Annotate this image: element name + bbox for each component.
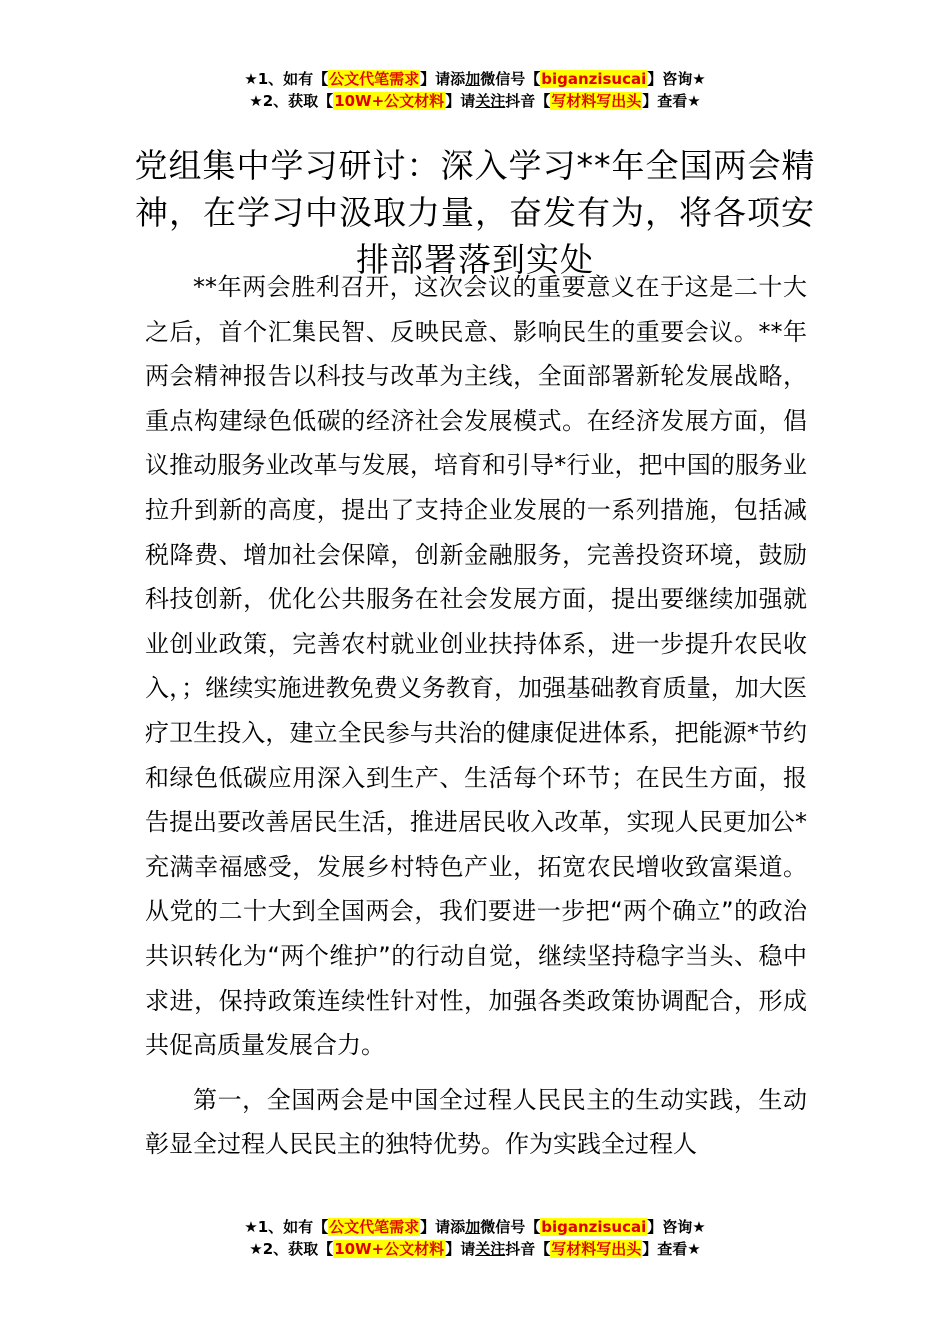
banner-highlight: 公文代笔需求 [329,1218,420,1236]
banner-highlight: 公文代笔需求 [329,70,420,88]
banner-text: 抖音【 [505,92,551,110]
banner-line-2 [0,1238,950,1260]
banner-text: 抖音【 [505,1240,551,1258]
paragraph: 第一，全国两会是中国全过程人民民主的生动实践，生动彰显全过程人民民主的独特优势。作为实践全过程人 [145,1085,807,1159]
banner-highlight: 10W+公文材料 [334,92,445,110]
banner-text: ★1、如有【 [244,1218,329,1236]
banner-text: 关注 [475,1240,506,1258]
document-title: 党组集中学习研讨：深入学习**年全国两会精神，在学习中汲取力量，奋发有为，将各项安排部署落到实处 [134,146,816,280]
header-banner [0,68,950,112]
banner-line-1 [0,68,950,90]
banner-text: 关注 [475,92,506,110]
banner-douyin-name: 写材料写出头 [551,92,642,110]
banner-text: ★2、获取【 [249,92,334,110]
banner-highlight: 10W+公文材料 [334,1240,445,1258]
banner-wechat-id: biganzisucai [541,70,647,88]
paragraph: **年两会胜利召开，这次会议的重要意义在于这是二十大之后，首个汇集民智、反映民意、影响民生的重要会议。**年两会精神报告以科技与改革为主线，全面部署新轮发展战略，重点构建绿色低碳的经济社会发展模式。在经济发展方面，倡议推动服务业改革与发展，培育和引导*行业，把中国的服务业拉升到新的高度，提出了支持企业发展的一系列措施，包括减税降费、增加社会保障，创新金融服务，完善投资环境，鼓励科技创新，优化公共服务在社会发展方面，提出要继续加强就业创业政策，完善农村就业创业扶持体系，进一步提升农民收入，；继续实施进教免费义务教育，加强基础教育质量，加大医疗卫生投入，建立全民参与共治的健康促进体系，把能源*节约和绿色低碳应用深入到生产、生活每个环节；在民生方面，报告提出要改善居民生活，推进居民收入改革，实现人民更加公*充满幸福感受，发展乡村特色产业，拓宽农民增收致富渠道。从党的二十大到全国两会，我们要进一步把“两个确立”的政治共识转化为“两个维护”的行动自觉，继续坚持稳字当头、稳中求进，保持政策连续性针对性，加强各类政策协调配合，形成共促高质量发展合力。 [145,273,807,1060]
banner-text: 】咨询★ [647,70,706,88]
banner-line-1 [0,1216,950,1238]
banner-text: ★2、获取【 [249,1240,334,1258]
banner-text: 加 [465,1218,481,1236]
banner-text: 】请 [445,1240,476,1258]
banner-douyin-name: 写材料写出头 [551,1240,642,1258]
banner-line-2 [0,90,950,112]
banner-wechat-id: biganzisucai [541,1218,647,1236]
banner-text: 】查看★ [642,1240,701,1258]
banner-text: 】查看★ [642,92,701,110]
footer-banner [0,1216,950,1260]
document-body [145,265,807,1167]
banner-text: ★1、如有【 [244,70,329,88]
banner-text: 】咨询★ [647,1218,706,1236]
banner-text: 加 [465,70,481,88]
banner-text: 微信号【 [480,1218,541,1236]
banner-text: 】请 [445,92,476,110]
banner-text: 微信号【 [480,70,541,88]
banner-text: 】请添 [420,70,466,88]
banner-text: 】请添 [420,1218,466,1236]
